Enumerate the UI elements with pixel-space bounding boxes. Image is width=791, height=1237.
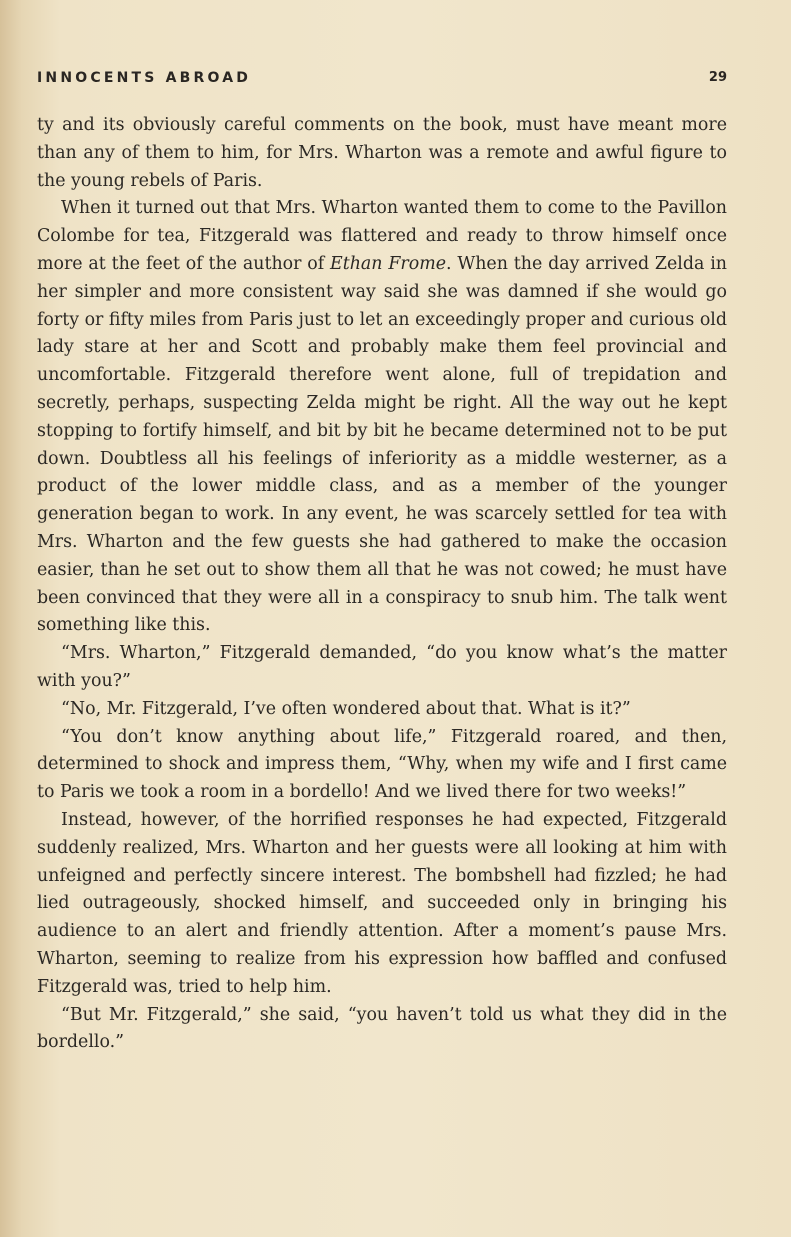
paragraph-4-text: “No, Mr. Fitzgerald, I’ve often wondered about that. What is it?” xyxy=(61,698,631,719)
page-header xyxy=(37,70,727,90)
paragraph-7-text: “But Mr. Fitzgerald,” she said, “you haven’t told us what they did in the bordello.” xyxy=(37,1004,727,1053)
paragraph-1-text: ty and its obviously careful comments on the book, must have meant more than any of them to him, for Mrs. Wharton was a remote and awful figure to the young rebels of Paris. xyxy=(37,115,727,191)
paragraph-2-text-before: When it turned out that Mrs. Wharton wanted them to come to the Pavillon Colombe for tea, Fitzgerald was flattered and ready to throw himself once more at the feet of the author of xyxy=(37,198,727,274)
paragraph-6-text: Instead, however, of the horrified responses he had expected, Fitzgerald suddenly realized, Mrs. Wharton and her guests were all looking at him with unfeigned and perfectly sincere interest. The bombshell had fizzled; he had lied outrageously, shocked himself, and succeeded only in bringing his audience to an alert and friendly attention. After a moment’s pause Mrs. Wharton, seeming to realize from his expression how baffled and confused Fitzgerald was, tried to help him. xyxy=(37,809,727,997)
paragraph-4 xyxy=(37,696,727,724)
body-text xyxy=(37,112,727,1057)
page-number: 29 xyxy=(708,70,727,85)
book-title-ethan-frome: Ethan Frome xyxy=(330,253,446,274)
paragraph-2 xyxy=(37,195,727,640)
paragraph-3 xyxy=(37,640,727,696)
paragraph-1 xyxy=(37,112,727,195)
paragraph-2-text-after: . When the day arrived Zelda in her simpler and more consistent way said she was damned if she would go forty or fifty miles from Paris just to let an exceedingly proper and curious old lady stare at her and Scott and probably make them feel provincial and uncomfortable. Fitzgerald therefore went alone, full of trepidation and secretly, perhaps, suspecting Zelda might be right. All the way out he kept stopping to fortify himself, and bit by bit he became determined not to be put down. Doubtless all his feelings of inferiority as a middle westerner, as a product of the lower middle class, and as a member of the younger generation began to work. In any event, he was scarcely settled for tea with Mrs. Wharton and the few guests she had gathered to make the occasion easier, than he set out to show them all that he was not cowed; he must have been convinced that they were all in a conspiracy to snub him. The talk went something like this. xyxy=(37,253,727,636)
paragraph-5 xyxy=(37,724,727,807)
paragraph-6 xyxy=(37,807,727,1002)
running-head: INNOCENTS ABROAD xyxy=(37,70,252,86)
paragraph-5-text: “You don’t know anything about life,” Fitzgerald roared, and then, determined to shock and impress them, “Why, when my wife and I first came to Paris we took a room in a bordello! And we lived there for two weeks!” xyxy=(37,726,727,803)
paragraph-3-text: “Mrs. Wharton,” Fitzgerald demanded, “do you know what’s the matter with you?” xyxy=(37,643,727,691)
paragraph-7 xyxy=(37,1002,727,1058)
